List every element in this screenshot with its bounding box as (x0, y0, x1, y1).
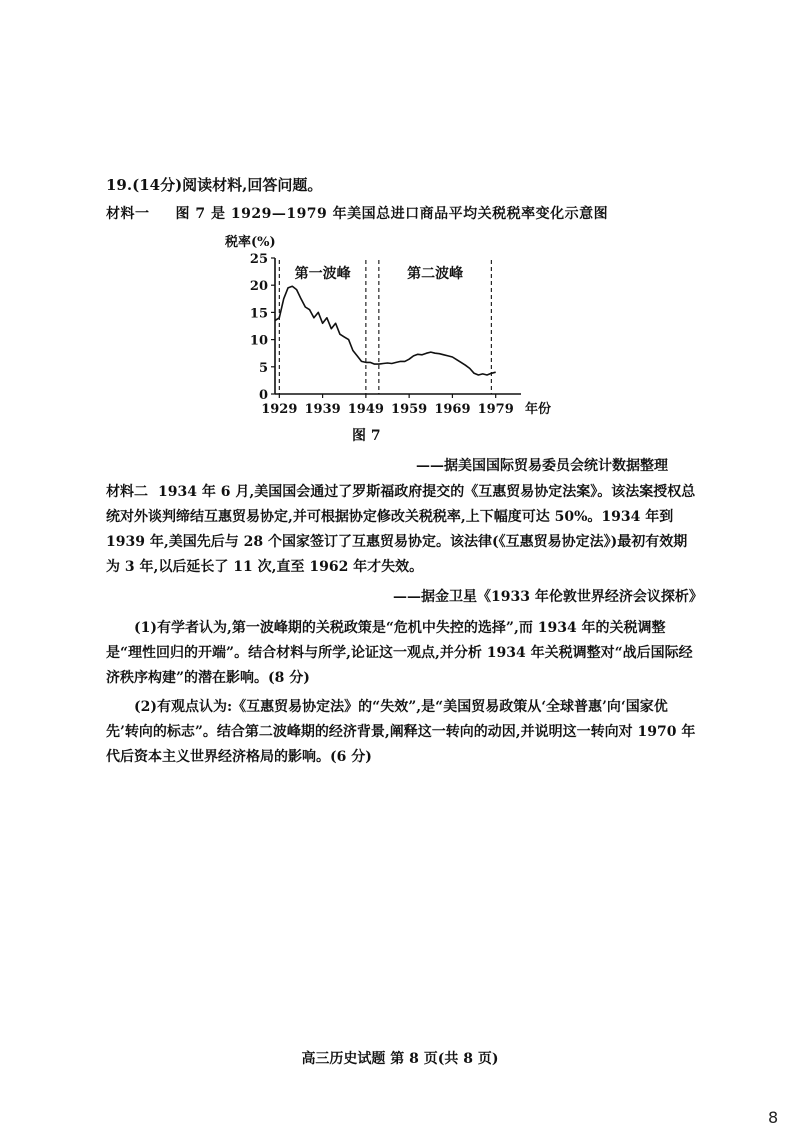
y-axis-label: 税率(%) (225, 235, 276, 250)
y-tick-label: 5 (258, 360, 268, 376)
x-tick-label: 1959 (391, 402, 428, 417)
page-footer: 高三历史试题 第 8 页(共 8 页) (301, 1051, 499, 1067)
x-tick-label: 1949 (347, 402, 384, 417)
y-tick-label: 15 (249, 306, 268, 322)
y-tick-label: 20 (249, 279, 268, 295)
material-2-paragraph (106, 480, 696, 580)
peak-label: 第一波峰 (294, 266, 351, 282)
material-1-source: ——据美国国际贸易委员会统计数据整理 (416, 458, 668, 474)
sub-question-1: (1)有学者认为,第一波峰期的关税政策是“危机中失控的选择”,而 1934 年的关税调整是“理性回归的开端”。结合材料与所学,论证这一观点,并分析 1934 年关税调整对“战后国际经济秩序构建”的潜在影响。(8 分) (106, 620, 693, 686)
x-tick-label: 1929 (261, 402, 298, 417)
material-2-text: 1934 年 6 月,美国国会通过了罗斯福政府提交的《互惠贸易协定法案》。该法案授权总统对外谈判缔结互惠贸易协定,并可根据协定修改关税税率,上下幅度可达 50%。1934 年到 1939 年,美国先后与 28 个国家签订了互惠贸易协定。该法律(《互惠贸易协定法》)最初有效期为 3 年,以后延长了 11 次,直至 1962 年才失效。 (106, 484, 696, 575)
x-tick-label: 1939 (304, 402, 341, 417)
y-tick-label: 0 (258, 388, 268, 403)
x-tick-label: 1979 (477, 402, 514, 417)
y-tick-label: 10 (249, 333, 268, 349)
tariff-rate-line (275, 286, 496, 375)
material-1-label: 材料一 (106, 206, 150, 222)
tariff-line-chart (200, 230, 552, 425)
page-number: 8 (768, 1108, 779, 1127)
material-2-source: ——据金卫星《1933 年伦敦世界经济会议探析》 (393, 589, 703, 605)
y-tick-label: 25 (249, 252, 268, 267)
x-tick-label: 1969 (434, 402, 471, 417)
x-axis-label: 年份 (525, 402, 552, 417)
material-1-heading (106, 203, 608, 223)
material-1-text: 图 7 是 1929—1979 年美国总进口商品平均关税税率变化示意图 (175, 206, 609, 222)
material-2-label: 材料二 (106, 484, 148, 500)
sub-question-2: (2)有观点认为:《互惠贸易协定法》的“失效”,是“美国贸易政策从‘全球普惠’向‘国家优先’转向的标志”。结合第二波峰期的经济背景,阐释这一转向的动因,并说明这一转向对 1970 年代后资本主义世界经济格局的影响。(6 分) (106, 699, 696, 765)
peak-label: 第二波峰 (407, 266, 464, 282)
question-title: 19.(14分)阅读材料,回答问题。 (106, 176, 323, 194)
figure-caption: 图 7 (352, 428, 381, 444)
